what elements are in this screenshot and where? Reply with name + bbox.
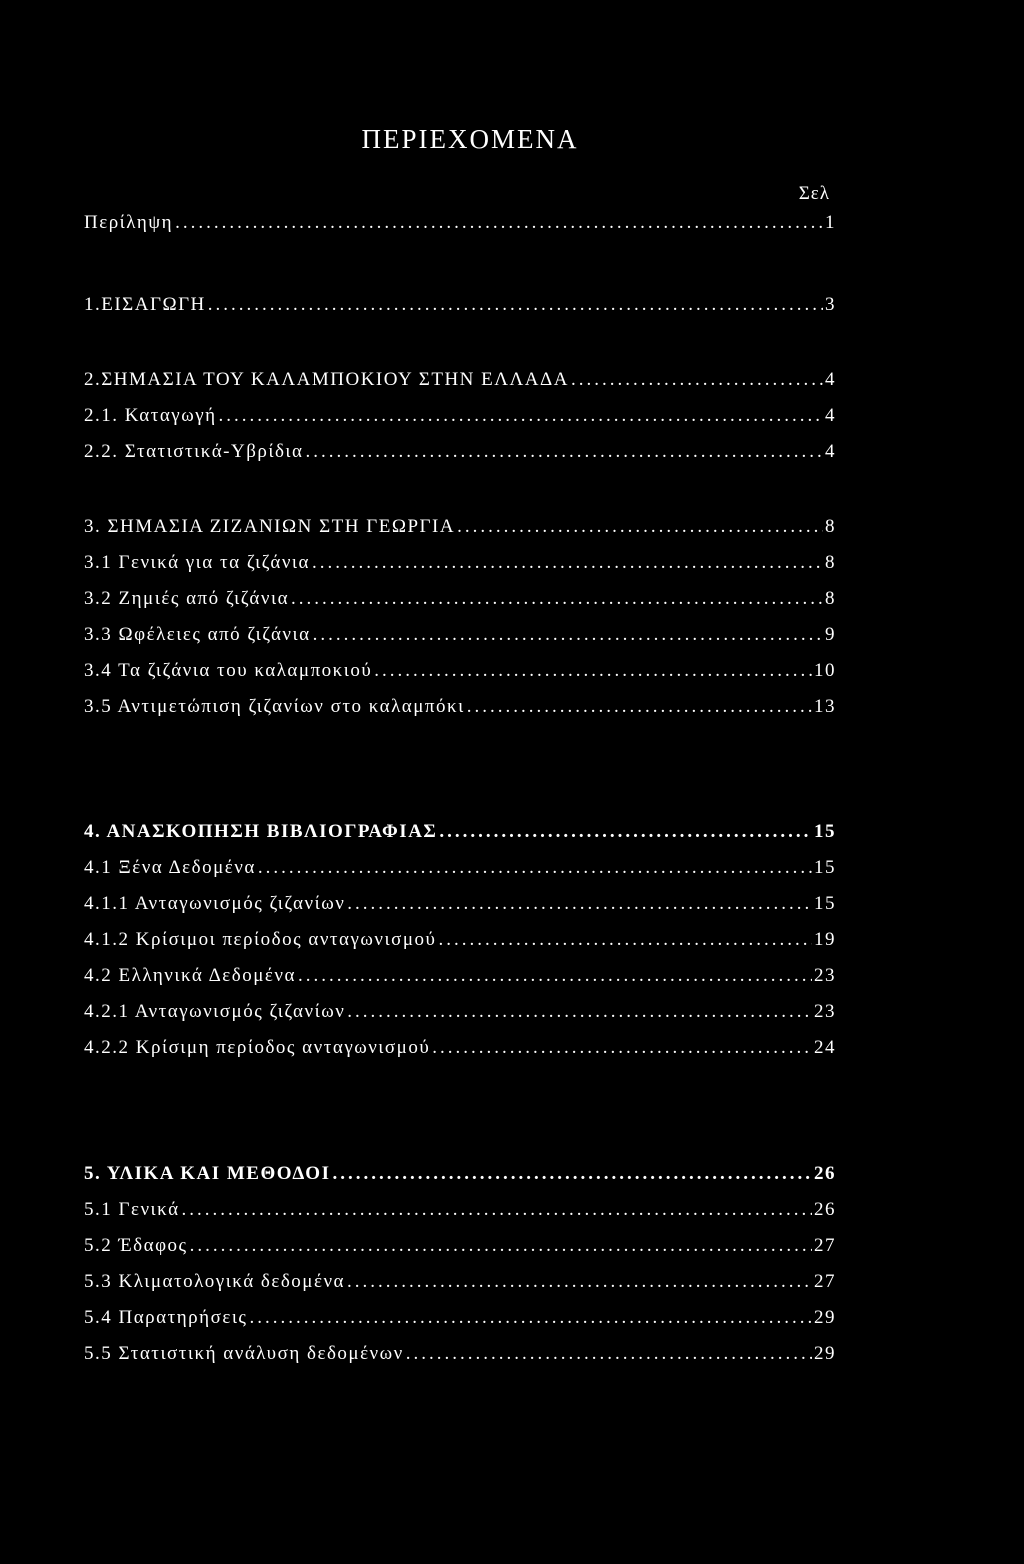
toc-entry-4-1-1 (84, 893, 836, 915)
toc-entry-chapter-1 (84, 294, 836, 316)
toc-entry-2-1 (84, 405, 836, 427)
toc-entry-page: 8 (825, 588, 836, 609)
toc-entry-page: 1 (825, 212, 836, 233)
toc-entry-text: Περίληψη (84, 212, 174, 233)
toc-leader (467, 696, 812, 718)
toc-entry-text: 5.4 Παρατηρήσεις (84, 1307, 248, 1328)
toc-leader (182, 1199, 812, 1221)
toc-leader (305, 441, 823, 463)
toc-entry-text: 4.1.2 Κρίσιμοι περίοδος ανταγωνισμού (84, 929, 437, 950)
toc-entry-page: 15 (814, 893, 836, 914)
toc-entry-4-2-2 (84, 1037, 836, 1059)
toc-leader (219, 405, 823, 427)
toc-leader (347, 1001, 812, 1023)
toc-entry-3-5 (84, 696, 836, 718)
toc-entry-text: 4.2 Ελληνικά Δεδομένα (84, 965, 296, 986)
toc-leader (457, 516, 823, 538)
toc-entry-page: 15 (814, 857, 836, 878)
toc-entry-4-2 (84, 965, 836, 987)
toc-entry-page: 13 (814, 696, 836, 717)
toc-leader (249, 1307, 812, 1329)
toc-leader (298, 965, 812, 987)
toc-entry-4-1-2 (84, 929, 836, 951)
toc-entry-chapter-4 (84, 821, 836, 843)
toc-entry-chapter-5 (84, 1163, 836, 1185)
toc-entry-3-1 (84, 552, 836, 574)
toc-entry-5-5 (84, 1343, 836, 1365)
toc-leader (374, 660, 812, 682)
toc-entry-page: 8 (825, 516, 836, 537)
toc-entry-text: 4.2.2 Κρίσιμη περίοδος ανταγωνισμού (84, 1037, 431, 1058)
toc-entry-chapter-3 (84, 516, 836, 538)
toc-entry-summary (84, 212, 836, 234)
toc-entry-text: 1.ΕΙΣΑΓΩΓΗ (84, 294, 206, 315)
toc-leader (208, 294, 823, 316)
toc-entry-5-4 (84, 1307, 836, 1329)
toc-entry-page: 29 (814, 1307, 836, 1328)
toc-entry-5-2 (84, 1235, 836, 1257)
toc-entry-3-4 (84, 660, 836, 682)
toc-entry-5-3 (84, 1271, 836, 1293)
toc-entry-page: 29 (814, 1343, 836, 1364)
page-title: ΠΕΡΙΕΧΟΜΕΝΑ (361, 124, 579, 154)
toc-entry-page: 10 (814, 660, 836, 681)
toc-entry-text: 5.2 Έδαφος (84, 1235, 188, 1256)
toc-entry-text: 3.1 Γενικά για τα ζιζάνια (84, 552, 310, 573)
toc-leader (175, 212, 823, 234)
toc-entry-chapter-2 (84, 369, 836, 391)
toc-entry-text: 2.1. Καταγωγή (84, 405, 217, 426)
toc-entry-text: 5.3 Κλιματολογικά δεδομένα (84, 1271, 346, 1292)
toc-entry-page: 23 (814, 1001, 836, 1022)
toc-leader (258, 857, 812, 879)
toc-entry-page: 27 (814, 1271, 836, 1292)
toc-entry-text: 3.5 Αντιμετώπιση ζιζανίων στο καλαμπόκι (84, 696, 465, 717)
toc-entry-page: 26 (814, 1163, 836, 1184)
toc-entry-page: 27 (814, 1235, 836, 1256)
toc-entry-page: 4 (825, 369, 836, 390)
toc-leader (347, 1271, 812, 1293)
toc-leader (347, 893, 812, 915)
page-column-label: Σελ (798, 183, 830, 204)
toc-entry-text: 2.2. Στατιστικά-Υβρίδια (84, 441, 304, 462)
toc-leader (190, 1235, 812, 1257)
toc-entry-text: 4.2.1 Ανταγωνισμός ζιζανίων (84, 1001, 346, 1022)
toc-leader (312, 552, 823, 574)
toc-entry-text: 5. ΥΛΙΚΑ ΚΑΙ ΜΕΘΟΔΟΙ (84, 1163, 331, 1184)
toc-entry-5-1 (84, 1199, 836, 1221)
toc-leader (438, 929, 812, 951)
toc-entry-text: 3. ΣΗΜΑΣΙΑ ΖΙΖΑΝΙΩΝ ΣΤΗ ΓΕΩΡΓΙΑ (84, 516, 456, 537)
toc-entry-page: 19 (814, 929, 836, 950)
toc-entry-text: 5.1 Γενικά (84, 1199, 180, 1220)
toc-entry-page: 24 (814, 1037, 836, 1058)
toc-entry-page: 9 (825, 624, 836, 645)
toc-entry-4-2-1 (84, 1001, 836, 1023)
toc-leader (432, 1037, 812, 1059)
toc-entry-text: 4. ΑΝΑΣΚΟΠΗΣΗ ΒΙΒΛΙΟΓΡΑΦΙΑΣ (84, 821, 438, 842)
toc-entry-text: 3.4 Τα ζιζάνια του καλαμποκιού (84, 660, 373, 681)
toc-entry-3-2 (84, 588, 836, 610)
toc-entry-page: 3 (825, 294, 836, 315)
toc-entry-page: 4 (825, 405, 836, 426)
toc-entry-page: 8 (825, 552, 836, 573)
toc-entry-text: 2.ΣΗΜΑΣΙΑ ΤΟΥ ΚΑΛΑΜΠΟΚΙΟΥ ΣΤΗΝ ΕΛΛΑΔΑ (84, 369, 569, 390)
toc-entry-3-3 (84, 624, 836, 646)
toc-leader (313, 624, 823, 646)
toc-entry-page: 4 (825, 441, 836, 462)
toc-entry-text: 4.1 Ξένα Δεδομένα (84, 857, 256, 878)
toc-entry-2-2 (84, 441, 836, 463)
toc-entry-page: 15 (814, 821, 836, 842)
toc-entry-text: 4.1.1 Ανταγωνισμός ζιζανίων (84, 893, 346, 914)
toc-entry-4-1 (84, 857, 836, 879)
toc-leader (406, 1343, 812, 1365)
toc-leader (571, 369, 823, 391)
toc-entry-text: 5.5 Στατιστική ανάλυση δεδομένων (84, 1343, 404, 1364)
toc-leader (439, 821, 812, 843)
toc-entry-page: 26 (814, 1199, 836, 1220)
toc-leader (291, 588, 823, 610)
toc-entry-text: 3.3 Ωφέλειες από ζιζάνια (84, 624, 311, 645)
toc-entry-text: 3.2 Ζημιές από ζιζάνια (84, 588, 290, 609)
toc-leader (332, 1163, 812, 1185)
toc-entry-page: 23 (814, 965, 836, 986)
